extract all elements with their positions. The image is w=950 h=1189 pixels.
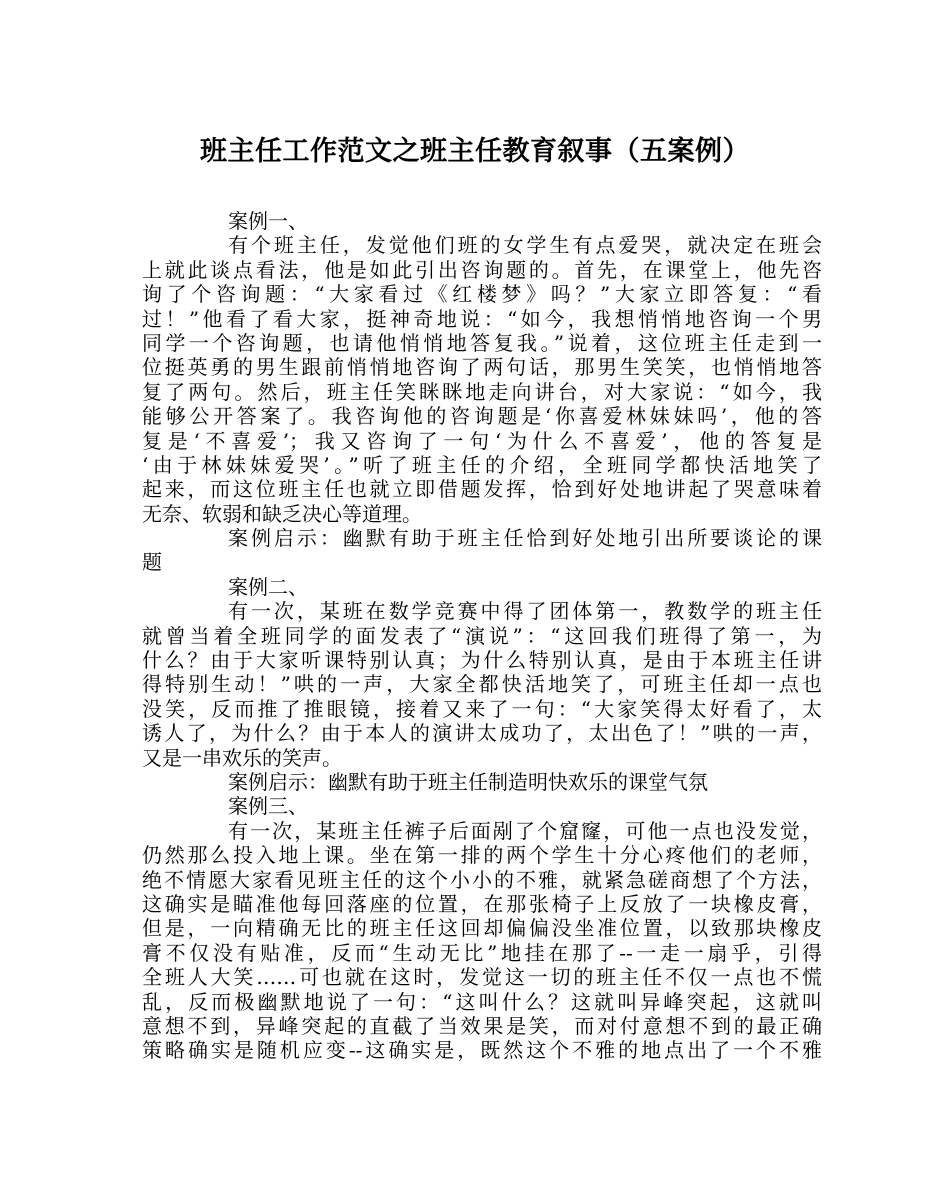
body-line: 复是‘不喜爱’；我又咨询了一句‘为什么不喜爱’，他的答复是 (142, 428, 822, 453)
body-line: 策略确实是随机应变--这确实是，既然这个不雅的地点出了一个不雅 (142, 1038, 822, 1063)
body-line: 案例三、 (228, 794, 308, 819)
body-line: 没笑，反而推了推眼镜，接着又来了一句：“大家笑得太好看了，太 (142, 696, 822, 721)
body-line: 诱人了，为什么？由于本人的演讲太成功了，太出色了！”哄的一声， (142, 721, 822, 746)
body-line: 起来，而这位班主任也就立即借题发挥，恰到好处地讲起了哭意味着 (142, 477, 822, 502)
body-line: 询了个咨询题：“大家看过《红楼梦》吗？”大家立即答复：“看 (142, 282, 822, 307)
body-line: 乱，反而极幽默地说了一句：“这叫什么？这就叫异峰突起，这就叫 (142, 989, 822, 1014)
body-line: 同学一个咨询题，也请他悄悄地答复我。”说着，这位班主任走到一 (142, 330, 822, 355)
document-body (142, 209, 822, 1063)
body-line: 有一次，某班在数学竞赛中得了团体第一，教数学的班主任 (228, 599, 822, 624)
body-line: 这确实是瞄准他每回落座的位置，在那张椅子上反放了一块橡皮膏， (142, 891, 822, 916)
body-line: 得特别生动！”哄的一声，大家全都快活地笑了，可班主任却一点也 (142, 672, 822, 697)
body-line: 有个班主任，发觉他们班的女学生有点爱哭，就决定在班会 (228, 233, 822, 258)
body-line: 全班人大笑……可也就在这时，发觉这一切的班主任不仅一点也不慌 (142, 965, 822, 990)
body-line: 就曾当着全班同学的面发表了“演说”：“这回我们班得了第一，为 (142, 623, 822, 648)
body-line: 题 (142, 550, 162, 575)
body-line: 意想不到，异峰突起的直截了当效果是笑，而对付意想不到的最正确 (142, 1013, 822, 1038)
body-line: 能够公开答案了。我咨询他的咨询题是‘你喜爱林妹妹吗’，他的答 (142, 404, 822, 429)
body-line: 案例二、 (228, 574, 308, 599)
body-line: 膏不仅没有贴准，反而“生动无比”地挂在那了--一走一扇乎，引得 (142, 940, 822, 965)
body-line: 有一次，某班主任裤子后面剐了个窟窿，可他一点也没发觉， (228, 818, 822, 843)
body-line: 无奈、软弱和缺乏决心等道理。 (142, 501, 422, 526)
body-line: ‘由于林妹妹爱哭’。”听了班主任的介绍，全班同学都快活地笑了 (142, 452, 822, 477)
body-line: 复了两句。然后，班主任笑眯眯地走向讲台，对大家说：“如今，我 (142, 379, 822, 404)
body-line: 什么？由于大家听课特别认真；为什么特别认真，是由于本班主任讲 (142, 648, 822, 673)
body-line: 绝不情愿大家看见班主任的这个小小的不雅，就紧急磋商想了个方法， (142, 867, 822, 892)
body-line: 案例启示：幽默有助于班主任恰到好处地引出所要谈论的课 (228, 526, 822, 551)
body-line: 上就此谈点看法，他是如此引出咨询题的。首先，在课堂上，他先咨 (142, 257, 822, 282)
body-line: 案例启示：幽默有助于班主任制造明快欢乐的课堂气氛 (228, 769, 708, 794)
body-line: 又是一串欢乐的笑声。 (142, 745, 342, 770)
body-line: 仍然那么投入地上课。坐在第一排的两个学生十分心疼他们的老师， (142, 843, 822, 868)
body-line: 但是，一向精确无比的班主任这回却偏偏没坐准位置，以致那块橡皮 (142, 916, 822, 941)
body-line: 过！”他看了看大家，挺神奇地说：“如今，我想悄悄地咨询一个男 (142, 306, 822, 331)
body-line: 案例一、 (228, 209, 308, 233)
body-line: 位挺英勇的男生跟前悄悄地咨询了两句话，那男生笑笑，也悄悄地答 (142, 355, 822, 380)
document-title: 班主任工作范文之班主任教育叙事（五案例） (200, 136, 750, 167)
